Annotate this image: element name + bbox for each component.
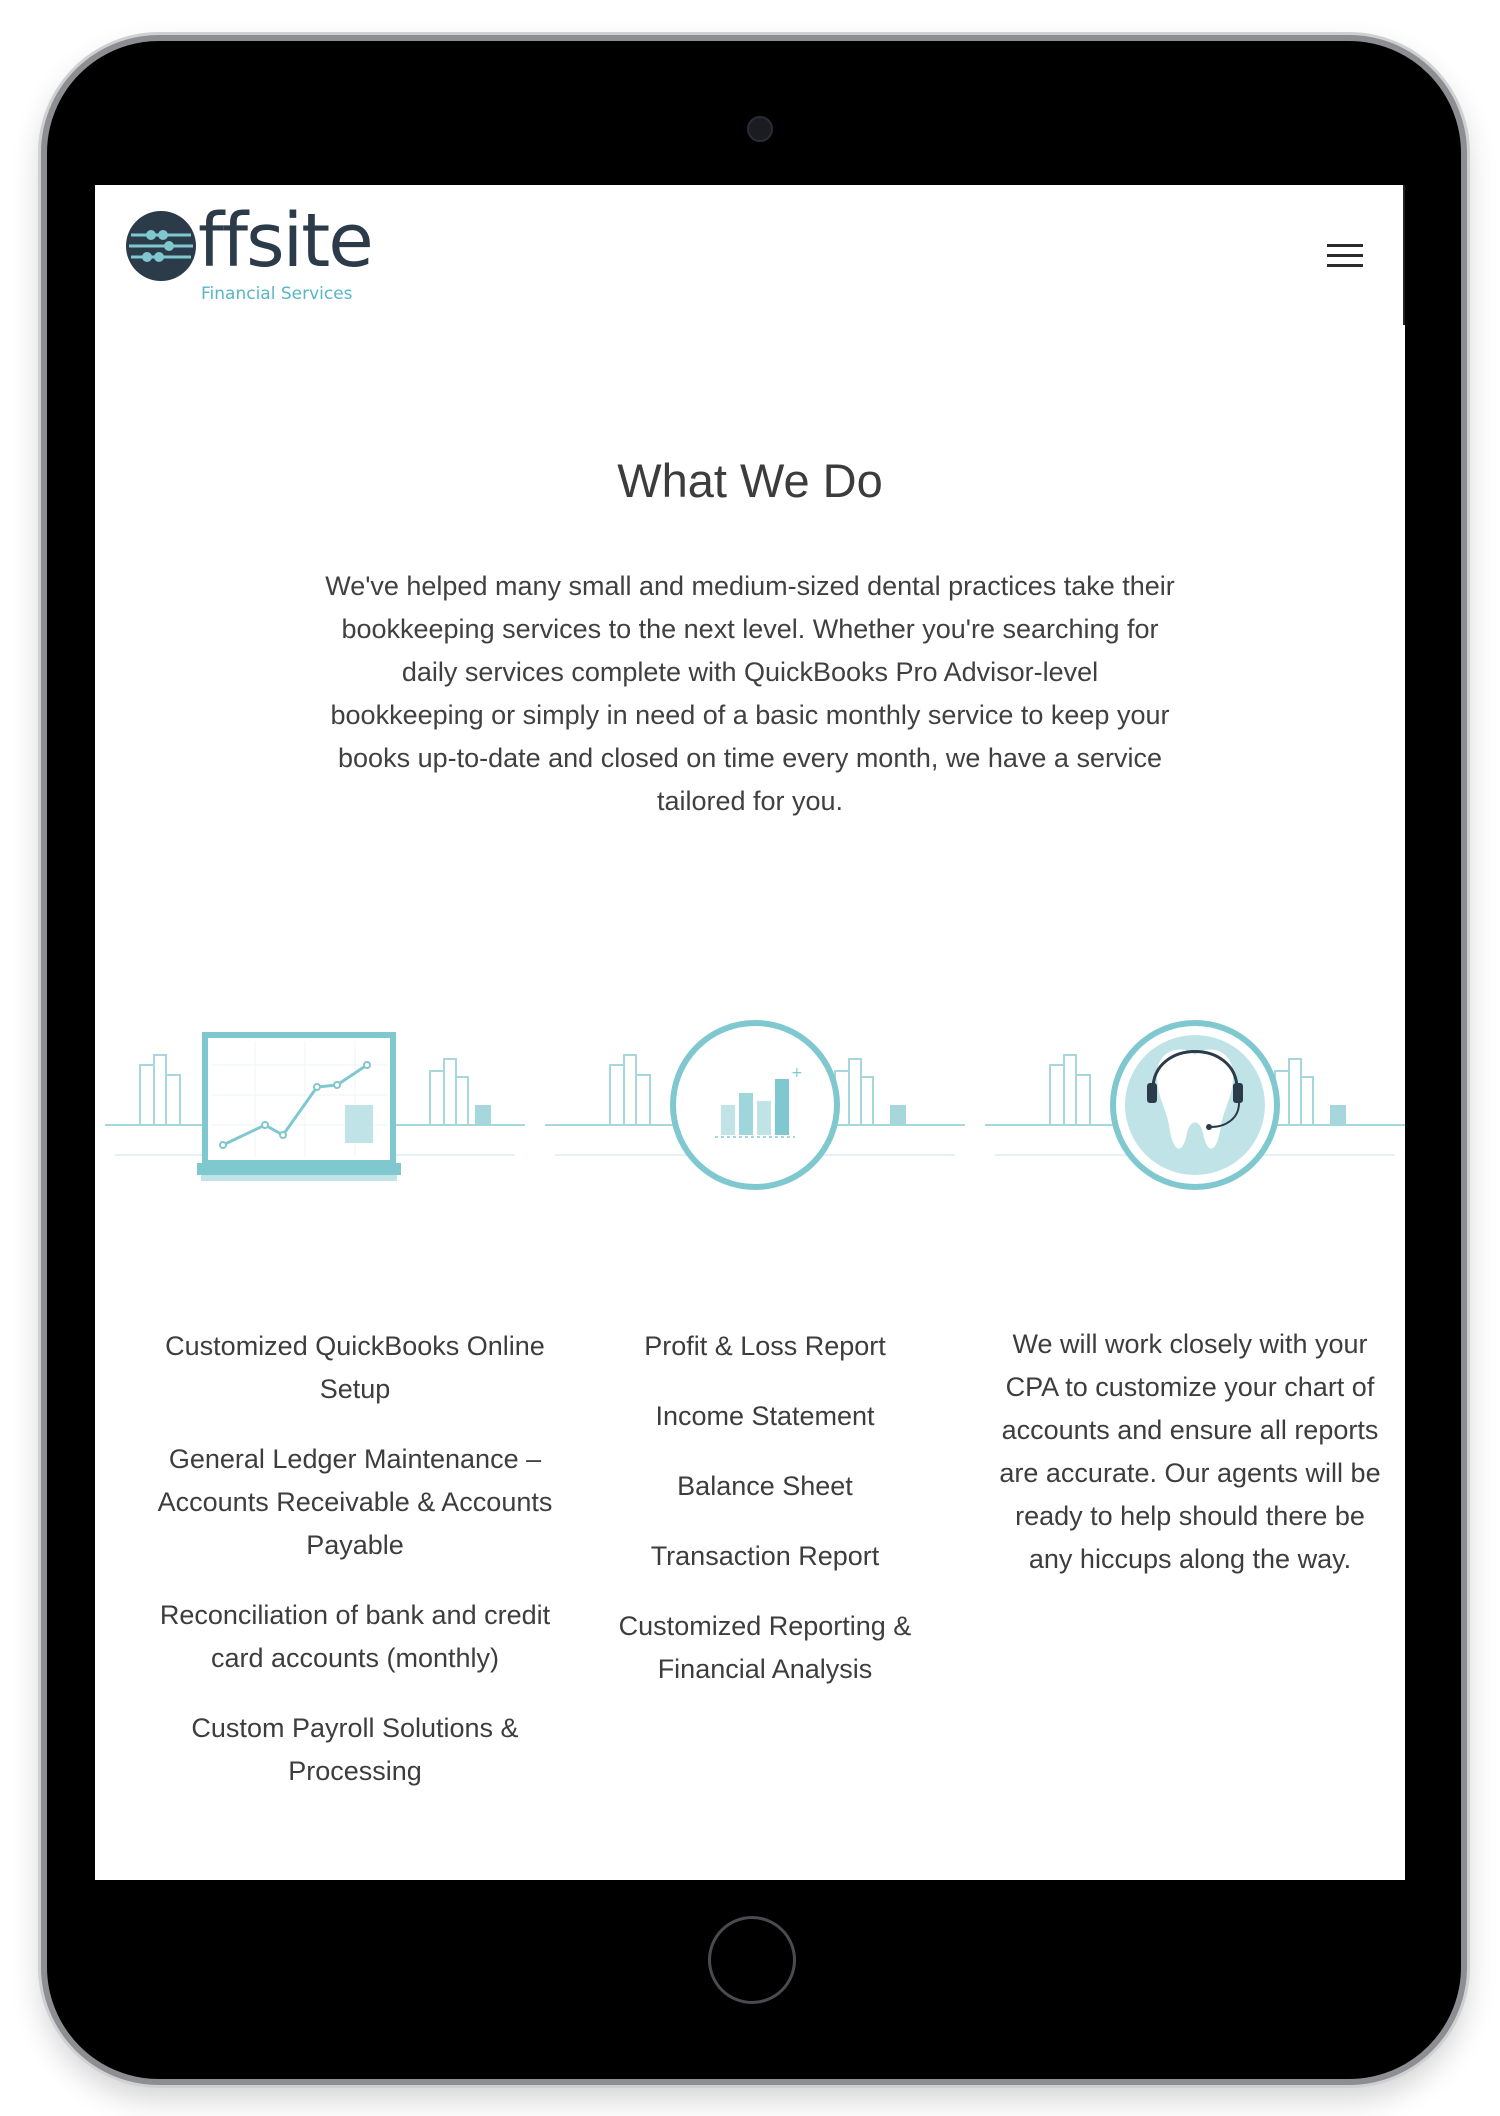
logo-wordmark: ffsite xyxy=(198,198,372,284)
list-item: Reconciliation of bank and credit card accounts (monthly) xyxy=(159,1600,551,1673)
intro-text: We've helped many small and medium-sized dental practices take their bookkeeping services to the next level. Whether you're searching for daily services complete with QuickBooks Pro Advisor-level bookkeeping or simply in need of a basic monthly service to keep your books up-to-date and closed on time every month, we have a service tailored for you. xyxy=(325,571,1175,816)
list-item: Transaction Report xyxy=(650,1541,880,1571)
laptop-chart-icon xyxy=(105,1005,525,1195)
services-list xyxy=(145,1325,565,1820)
page-title: What We Do xyxy=(617,454,883,507)
support-column xyxy=(990,1323,1390,1581)
support-text: We will work closely with your CPA to customize your chart of accounts and ensure all reports are accurate. Our agents will be ready to help should there be any hiccups along the way. xyxy=(999,1329,1381,1574)
hamburger-menu-icon[interactable] xyxy=(1327,241,1365,271)
list-item: General Ledger Maintenance – Accounts Receivable & Accounts Payable xyxy=(157,1444,553,1560)
front-camera xyxy=(747,116,773,142)
list-item: Balance Sheet xyxy=(677,1471,853,1501)
scroll-edge xyxy=(1403,185,1405,325)
home-button[interactable] xyxy=(708,1916,796,2004)
screen xyxy=(95,185,1405,1880)
list-item: Customized Reporting & Financial Analysis xyxy=(618,1611,912,1684)
list-item: Income Statement xyxy=(655,1401,875,1431)
svg-text:+: + xyxy=(791,1065,803,1081)
tooth-headset-icon xyxy=(985,1005,1405,1195)
logo-mark-icon xyxy=(125,210,197,282)
reports-list xyxy=(565,1325,965,1718)
logo[interactable] xyxy=(125,198,372,310)
logo-tagline: Financial Services xyxy=(201,284,353,304)
list-item: Profit & Loss Report xyxy=(644,1331,886,1361)
bar-chart-circle-icon xyxy=(545,1005,965,1195)
list-item: Customized QuickBooks Online Setup xyxy=(165,1331,545,1404)
list-item: Custom Payroll Solutions & Processing xyxy=(191,1713,519,1786)
